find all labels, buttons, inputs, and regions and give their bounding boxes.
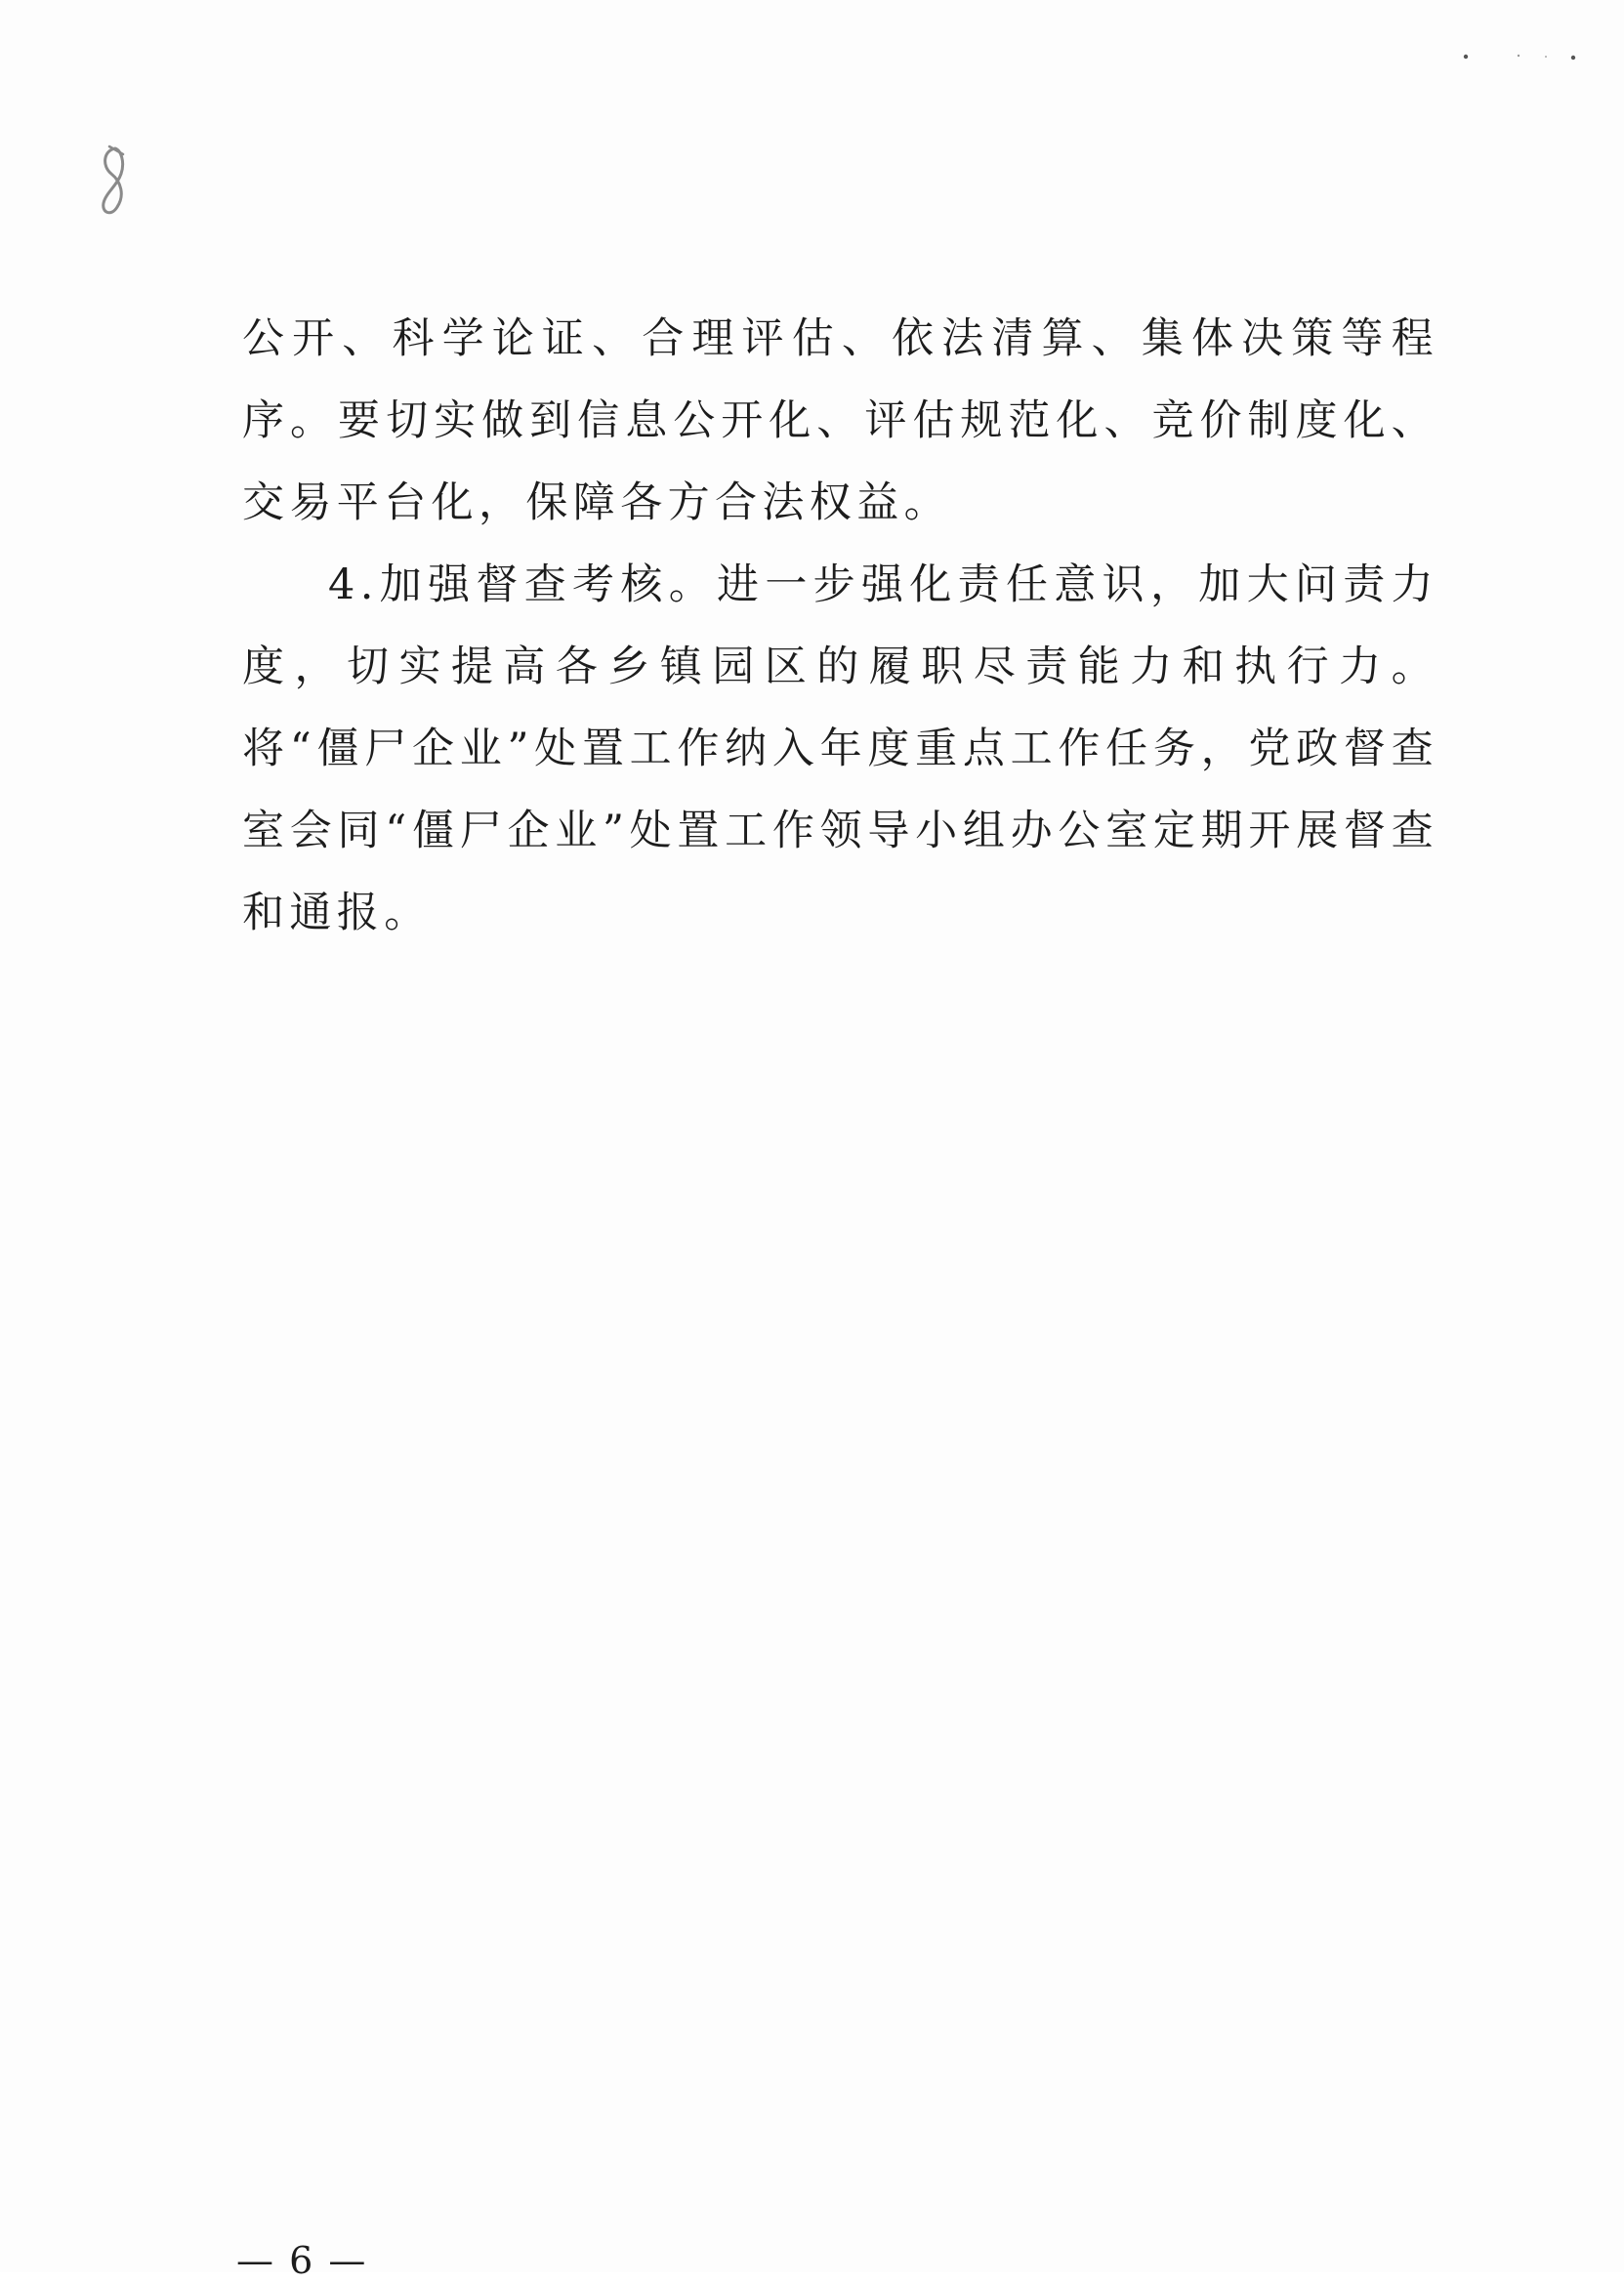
paragraph-continuation: 公开、科学论证、合理评估、依法清算、集体决策等程序。要切实做到信息公开化、评估规范化、竞价制度化、交易平台化，保障各方合法权益。 <box>242 314 1438 527</box>
scan-specks <box>1458 47 1585 66</box>
handwritten-page-mark <box>94 145 133 223</box>
paragraph-supervision: 4.加强督查考核。进一步强化责任意识，加大问责力度，切实提高各乡镇园区的履职尽责能力和执行力。将“僵尸企业”处置工作纳入年度重点工作任务，党政督查室会同“僵尸企业”处置工作领导小组办公室定期开展督查和通报。 <box>242 560 1438 937</box>
page-number: — 6 — <box>236 2239 368 2282</box>
body-text <box>242 298 1438 954</box>
